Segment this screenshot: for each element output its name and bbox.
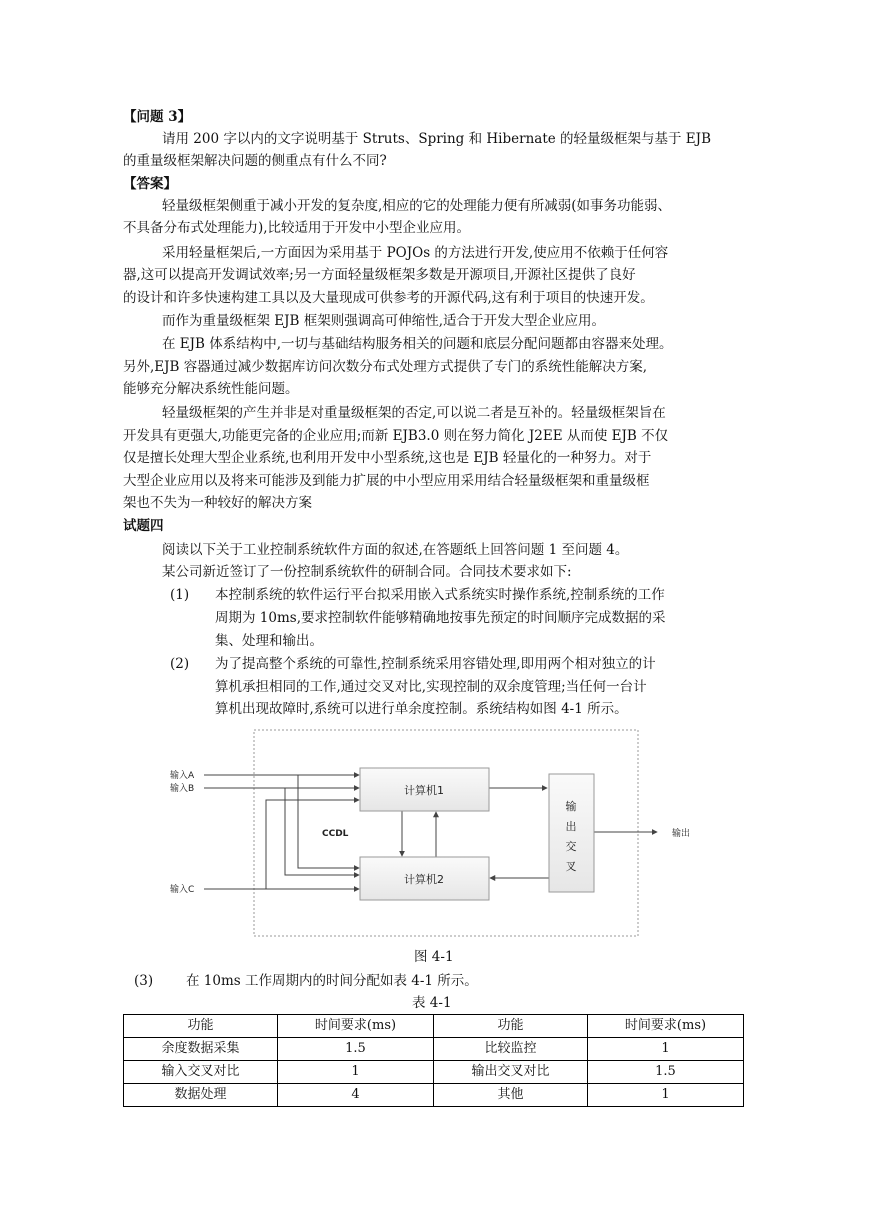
answer-line: 开发具有更强大,功能更完备的企业应用;而新 EJB3.0 则在努力简化 J2EE 从而使 EJB 不仅 [123,428,669,444]
input-c-label: 输入C [170,885,195,895]
input-a-to-computer2 [298,775,359,868]
section4-intro-line: 某公司新近签订了一份控制系统软件的研制合同。合同技术要求如下: [162,564,572,580]
answer-line: 轻量级框架的产生并非是对重量级框架的否定,可以说二者是互补的。轻量级框架旨在 [162,405,666,421]
system-structure-diagram [160,726,691,940]
answer-line: 另外,EJB 容器通过减少数据库访问次数分布式处理方式提供了专门的系统性能解决方案, [123,359,648,375]
figure-caption: 图 4-1 [414,949,454,965]
computer2-label: 计算机2 [404,873,444,886]
table-cell: 数据处理 [124,1084,278,1107]
input-c-to-computer1 [266,800,359,889]
section4-intro-line: 阅读以下关于工业控制系统软件方面的叙述,在答题纸上回答问题 1 至问题 4。 [162,542,629,558]
answer-line: 轻量级框架侧重于减小开发的复杂度,相应的它的处理能力便有所减弱(如事务功能弱、 [162,198,672,214]
table-header-row [124,1015,744,1038]
ccdl-label: CCDL [322,829,349,839]
requirement-line: 算机出现故障时,系统可以进行单余度控制。系统结构如图 4-1 所示。 [215,701,628,717]
answer-line: 不具备分布式处理能力),比较适用于开发中小型企业应用。 [123,220,471,236]
table-cell: 4 [278,1084,434,1107]
requirement-number: (2) [170,656,190,672]
table-cell: 1.5 [588,1061,744,1084]
table-header-cell: 功能 [124,1015,278,1038]
answer-line: 的设计和许多快速构建工具以及大量现成可供参考的开源代码,这有利于项目的快速开发。 [123,290,654,306]
table-cell: 1 [278,1061,434,1084]
output-cross-char: 输 [565,800,577,813]
answer-line: 能够充分解决系统性能问题。 [123,381,299,397]
table-header-cell: 时间要求(ms) [588,1015,744,1038]
table-cell: 比较监控 [434,1038,588,1061]
input-a-label: 输入A [170,771,195,781]
output-cross-box [549,774,594,892]
table-cell: 其他 [434,1084,588,1107]
output-cross-char: 交 [565,840,577,853]
requirement-line: 集、处理和输出。 [215,633,323,649]
table-cell: 1.5 [278,1038,434,1061]
table-header-cell: 时间要求(ms) [278,1015,434,1038]
table-header-cell: 功能 [434,1015,588,1038]
question3-line: 请用 200 字以内的文字说明基于 Struts、Spring 和 Hibernate 的轻量级框架与基于 EJB [162,131,711,147]
requirement-line: 周期为 10ms,要求控制软件能够精确地按事先预定的时间顺序完成数据的采 [215,610,666,626]
requirement-line: 本控制系统的软件运行平台拟采用嵌入式系统实时操作系统,控制系统的工作 [215,587,665,603]
answer-line: 器,这可以提高开发调试效率;另一方面轻量级框架多数是开源项目,开源社区提供了良好 [123,267,636,283]
output-cross-char: 出 [565,820,577,833]
question3-line: 的重量级框架解决问题的侧重点有什么不同? [123,153,387,169]
answer-heading: 【答案】 [123,176,177,192]
requirement-number: (3) [134,973,154,989]
answer-line: 大型企业应用以及将来可能涉及到能力扩展的中小型应用采用结合轻量级框架和重量级框 [123,473,650,489]
computer1-label: 计算机1 [404,784,444,797]
table-cell: 输入交叉对比 [124,1061,278,1084]
table-cell: 余度数据采集 [124,1038,278,1061]
requirement-line: 算机承担相同的工作,通过交叉对比,实现控制的双余度管理;当任何一台计 [215,679,647,695]
time-allocation-table [123,1014,744,1107]
requirement-line: 为了提高整个系统的可靠性,控制系统采用容错处理,即用两个相对独立的计 [215,656,656,672]
table-row [124,1084,744,1107]
answer-line: 仅是擅长处理大型企业系统,也利用开发中小型系统,这也是 EJB 轻量化的一种努力。对于 [123,450,652,466]
table-cell: 1 [588,1038,744,1061]
requirement-line: 在 10ms 工作周期内的时间分配如表 4-1 所示。 [186,973,478,989]
table-cell: 1 [588,1084,744,1107]
output-cross-char: 叉 [565,860,577,873]
answer-line: 采用轻量框架后,一方面因为采用基于 POJOs 的方法进行开发,使应用不依赖于任何容 [162,245,669,261]
table-cell: 输出交叉对比 [434,1061,588,1084]
section4-heading: 试题四 [123,518,164,534]
requirement-number: (1) [170,587,190,603]
table-row [124,1061,744,1084]
answer-line: 在 EJB 体系结构中,一切与基础结构服务相关的问题和底层分配问题都由容器来处理。 [162,336,673,352]
table-caption: 表 4-1 [412,995,452,1011]
question3-heading: 【问题 3】 [123,109,192,125]
answer-line: 而作为重量级框架 EJB 框架则强调高可伸缩性,适合于开发大型企业应用。 [162,313,606,329]
answer-line: 架也不失为一种较好的解决方案 [123,495,312,511]
table-row [124,1038,744,1061]
input-b-label: 输入B [170,784,195,794]
output-label: 输出 [672,829,691,839]
